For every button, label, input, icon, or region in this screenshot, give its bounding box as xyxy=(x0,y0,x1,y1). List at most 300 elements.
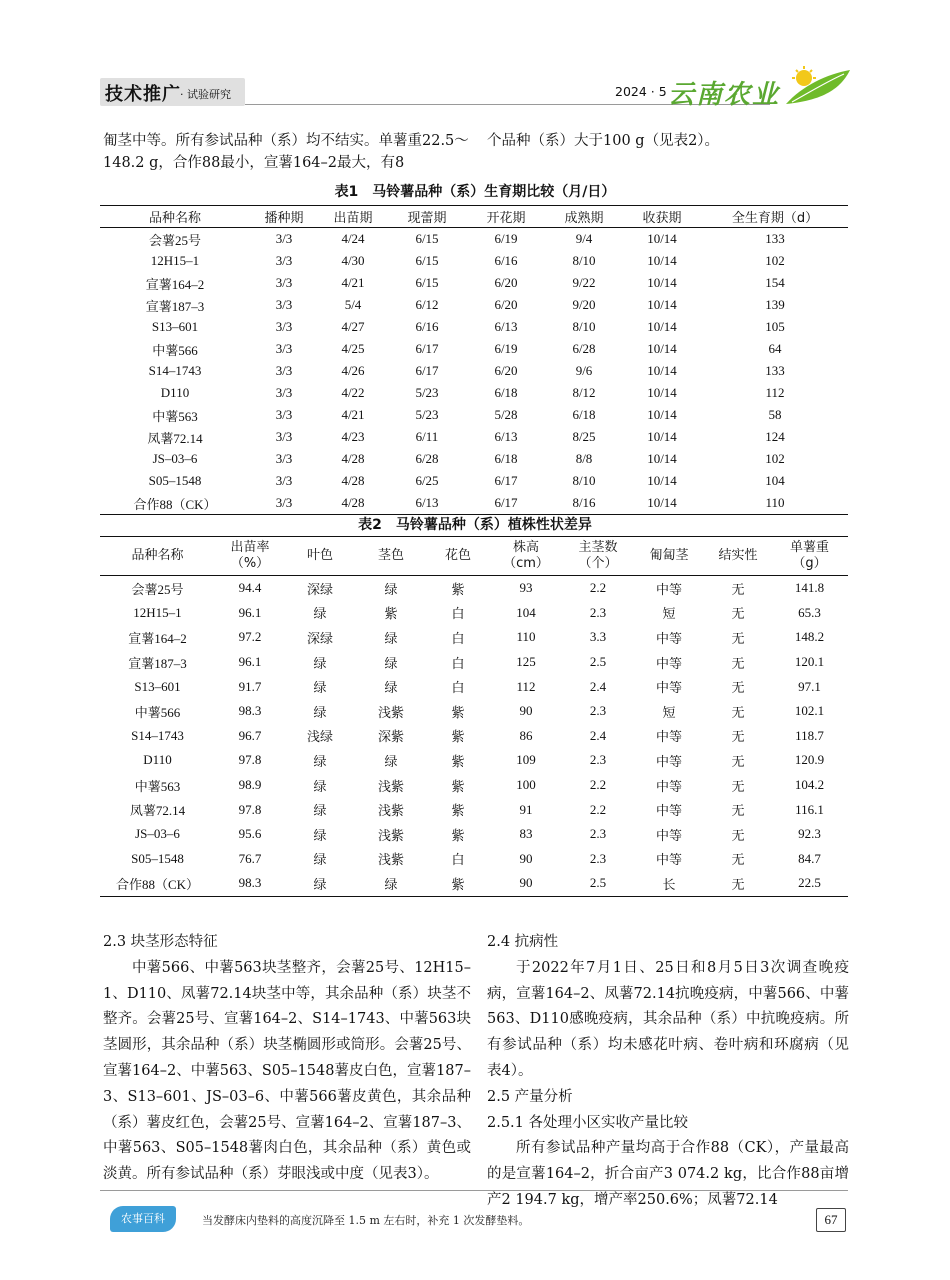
table1-cell: 4/28 xyxy=(341,451,365,466)
table1-cell: 6/15 xyxy=(415,231,439,246)
table1-cell: 6/11 xyxy=(415,429,439,444)
table2-cell: 110 xyxy=(516,629,536,645)
table1-cell: 10/14 xyxy=(647,297,677,312)
table1-cell: 合作88（CK） xyxy=(133,496,217,512)
table2-cell: 中等 xyxy=(655,630,682,646)
table-row xyxy=(100,748,848,773)
table2-cell: 98.9 xyxy=(238,777,262,793)
table1-cell: 58 xyxy=(768,407,782,422)
table2-cell: 97.8 xyxy=(238,801,262,817)
paragraph-yield: 所有参试品种产量均高于合作88（CK），产量最高的是宣薯164–2，折合亩产3 074.2 kg，比合作88亩增产2 194.7 kg，增产率250.6%；凤薯72.14 xyxy=(487,1140,849,1208)
table2-cell: 绿 xyxy=(313,803,327,819)
table1-cell: 8/12 xyxy=(572,385,596,400)
page-number: 67 xyxy=(816,1208,846,1232)
table-row xyxy=(100,448,848,470)
table2-cell: 84.7 xyxy=(798,850,821,866)
table2-cell: 无 xyxy=(731,827,745,843)
table2-header-line2: （cm） xyxy=(503,556,549,571)
table-row xyxy=(100,470,848,492)
table1-cell: 6/19 xyxy=(494,341,518,356)
table1-cell: 3/3 xyxy=(275,319,293,334)
table2-cell: 90 xyxy=(519,875,533,891)
table2-header-line2: （个） xyxy=(578,556,618,571)
table2-cell: 紫 xyxy=(451,827,465,843)
table2-cell: 紫 xyxy=(451,778,465,794)
table-row xyxy=(100,601,848,626)
table1-cell: 10/14 xyxy=(647,319,677,334)
table1-cell: 10/14 xyxy=(647,495,677,510)
section-heading-2-3: 2.3 块茎形态特征 xyxy=(103,934,218,950)
table2-cell: 92.3 xyxy=(798,826,821,842)
table-row xyxy=(100,625,848,650)
table2-header-line2: （%） xyxy=(230,556,270,571)
table2-cell: 绿 xyxy=(384,655,398,671)
table1-cell: 9/4 xyxy=(575,231,593,246)
table1-cell: 104 xyxy=(765,473,785,488)
table2-cell: 白 xyxy=(451,606,465,622)
table2-cell: 绿 xyxy=(313,852,327,868)
table2-cell: 2.3 xyxy=(589,752,607,768)
right-column xyxy=(487,930,849,1214)
table2-header-cell xyxy=(215,537,285,576)
table1-cell: 110 xyxy=(765,495,785,510)
table-row xyxy=(100,822,848,847)
table-row xyxy=(100,228,848,251)
journal-logo-text: 云南农业 xyxy=(668,80,781,110)
table1-cell: 133 xyxy=(765,363,785,378)
table1-cell: 10/14 xyxy=(647,429,677,444)
table2-cell: 中等 xyxy=(655,852,682,868)
table1-caption: 表1 马铃薯品种（系）生育期比较（月/日） xyxy=(334,184,616,200)
table1-cell: 6/12 xyxy=(415,297,439,312)
table2-cell: 无 xyxy=(731,680,745,696)
table1-cell: 6/20 xyxy=(494,275,518,290)
table2-cell: 无 xyxy=(731,581,745,597)
table2-cell: 97.2 xyxy=(238,629,262,645)
table2-header-cell xyxy=(285,537,355,576)
table1-cell: 6/18 xyxy=(494,385,518,400)
table2-cell: 2.5 xyxy=(589,654,607,670)
table2-cell: 2.3 xyxy=(589,703,607,719)
table2-cell: 中薯566 xyxy=(134,704,181,720)
table2-cell: 109 xyxy=(516,752,536,768)
table2-cell: 宣薯164–2 xyxy=(128,630,187,646)
table1-header-cell: 全生育期（d） xyxy=(702,206,848,228)
table2-cell: 无 xyxy=(731,803,745,819)
table1-cell: 6/19 xyxy=(494,231,518,246)
table2-cell: 96.7 xyxy=(238,727,262,743)
table1-cell: 6/13 xyxy=(494,429,518,444)
table1-cell: 3/3 xyxy=(275,297,293,312)
table2-cell: 绿 xyxy=(313,680,327,696)
table2-header-cell xyxy=(355,537,427,576)
table1-cell: 133 xyxy=(765,231,785,246)
table2-header-cell xyxy=(100,537,215,576)
table1-cell: 6/16 xyxy=(494,253,518,268)
table1-cell: 10/14 xyxy=(647,253,677,268)
table2-cell: 长 xyxy=(662,876,676,892)
table1-cell: 中薯566 xyxy=(152,342,198,358)
table1-cell: 139 xyxy=(765,297,785,312)
table2-cell: 90 xyxy=(519,850,533,866)
table1-cell: 10/14 xyxy=(647,407,677,422)
table1-cell: 8/10 xyxy=(572,253,596,268)
table2-cell: 绿 xyxy=(313,778,327,794)
table-row xyxy=(100,699,848,724)
table1-header-cell: 现蕾期 xyxy=(388,206,466,228)
table1-cell: 8/8 xyxy=(575,451,593,466)
table2-cell: 无 xyxy=(731,729,745,745)
table1-cell: 会薯25号 xyxy=(148,232,201,248)
table1-cell: 12H15–1 xyxy=(150,253,200,268)
table2-cell: 97.1 xyxy=(798,678,821,694)
section-heading-2-5-1: 2.5.1 各处理小区实收产量比较 xyxy=(487,1114,689,1131)
table1-cell: 8/10 xyxy=(572,319,596,334)
table2-cell: 宣薯187–3 xyxy=(128,655,187,671)
table2-cell: 中等 xyxy=(655,655,682,671)
table2-cell: 2.2 xyxy=(589,580,607,596)
table2-cell: 104 xyxy=(516,604,536,620)
table1-header-cell: 开花期 xyxy=(466,206,546,228)
table2-header-cell xyxy=(633,537,705,576)
table1-cell: 6/16 xyxy=(415,319,439,334)
table1-cell: 6/18 xyxy=(494,451,518,466)
table-row xyxy=(100,316,848,338)
table2-header-cell xyxy=(705,537,771,576)
table1-header-cell: 品种名称 xyxy=(100,206,250,228)
table2-cell: 91.7 xyxy=(238,678,262,694)
table2-cell: 白 xyxy=(451,630,465,646)
table1-cell: 4/21 xyxy=(341,407,365,422)
table2-cell: 浅紫 xyxy=(377,778,404,794)
table1-cell: 6/15 xyxy=(415,275,439,290)
table2-cell: 86 xyxy=(519,727,533,743)
table1-cell: 64 xyxy=(768,341,782,356)
table1-cell: 6/20 xyxy=(494,363,518,378)
table1-cell: 8/25 xyxy=(572,429,596,444)
table1-cell: 6/17 xyxy=(415,341,439,356)
table1-cell: 6/13 xyxy=(494,319,518,334)
table2-cell: 中等 xyxy=(655,753,682,769)
table1-cell: S13–601 xyxy=(151,319,199,334)
table2-cell: 浅紫 xyxy=(377,704,404,720)
table2-header-cell xyxy=(771,537,848,576)
table1-cell: 4/28 xyxy=(341,473,365,488)
table2-cell: JS–03–6 xyxy=(135,826,180,842)
section-heading-2-4: 2.4 抗病性 xyxy=(487,934,559,950)
table2-cell: 中等 xyxy=(655,680,682,696)
table1-cell: 6/15 xyxy=(415,253,439,268)
table2-cell: 无 xyxy=(731,630,745,646)
table1-cell: JS–03–6 xyxy=(152,451,198,466)
table2-cell: 94.4 xyxy=(238,580,262,596)
issue-label: 2024 · 5 xyxy=(615,84,667,99)
paragraph-tuber-shape: 中薯566、中薯563块茎整齐，会薯25号、12H15–1、D110、凤薯72.14块茎中等，其余品种（系）块茎不整齐。会薯25号、宣薯164–2、S14–1743、中薯563块茎圆形，其余品种（系）块茎椭圆形或筒形。会薯25号、宣薯164–2、中薯563、S05–1548薯皮白色，宣薯187–3、S13–601、JS–03–6、中薯566薯皮黄色，其余品种（系）薯皮红色，会薯25号、宣薯164–2、宣薯187–3、中薯563、S05–1548薯肉白色，其余品种（系）黄色或淡黄。所有参试品种（系）芽眼浅或中度（见表3）。 xyxy=(103,959,471,1183)
table2-header-line1: 花色 xyxy=(444,548,471,563)
table2-cell: 148.2 xyxy=(794,629,825,645)
table2-cell: 浅紫 xyxy=(377,852,404,868)
table2-cell: 短 xyxy=(662,704,676,720)
paragraph-disease: 于2022年7月1日、25日和8月5日3次调查晚疫病，宣薯164–2、凤薯72.14抗晚疫病，中薯566、中薯563、D110感晚疫病，其余品种（系）中抗晚疫病。所有参试品种（系）均未感花叶病、卷叶病和环腐病（见表4）。 xyxy=(487,959,849,1079)
table1-cell: 112 xyxy=(765,385,785,400)
table2-cell: 白 xyxy=(451,680,465,696)
table1-cell: 10/14 xyxy=(647,231,677,246)
table1-cell: S05–1548 xyxy=(148,473,202,488)
table2-cell: 2.3 xyxy=(589,826,607,842)
table2-cell: 93 xyxy=(519,580,533,596)
table2-cell: 绿 xyxy=(313,704,327,720)
table-row xyxy=(100,338,848,360)
table2-cell: 绿 xyxy=(313,876,327,892)
table2-cell: 合作88（CK） xyxy=(115,876,200,892)
table1-cell: 6/18 xyxy=(572,407,596,422)
table2-cell: 2.3 xyxy=(589,604,607,620)
table2-header-line1: 结实性 xyxy=(718,548,758,563)
table1-cell: 10/14 xyxy=(647,451,677,466)
table2-cell: 98.3 xyxy=(238,875,262,891)
table1-cell: 102 xyxy=(765,451,785,466)
table1-cell: 4/30 xyxy=(341,253,365,268)
table2-cell: 绿 xyxy=(384,680,398,696)
table1-cell: 3/3 xyxy=(275,473,293,488)
table2-header-line1: 品种名称 xyxy=(131,548,184,563)
table2-cell: 2.4 xyxy=(589,727,607,743)
table2-cell: 短 xyxy=(662,606,676,622)
table1-cell: 中薯563 xyxy=(152,408,198,424)
table1-cell: 4/24 xyxy=(341,231,365,246)
table1-cell: 9/20 xyxy=(572,297,596,312)
table-row xyxy=(100,294,848,316)
table2-cell: 无 xyxy=(731,704,745,720)
table1-header-cell: 收获期 xyxy=(622,206,702,228)
table2-cell: 22.5 xyxy=(798,875,821,891)
table2-cell: 紫 xyxy=(451,581,465,597)
table2-header-line2: （g） xyxy=(792,556,827,571)
table2-cell: 95.6 xyxy=(238,826,262,842)
table1-cell: 10/14 xyxy=(647,473,677,488)
table2-cell: 紫 xyxy=(384,606,398,622)
table1-cell: 9/6 xyxy=(575,363,593,378)
table2-cell: 会薯25号 xyxy=(131,581,184,597)
table1-cell: 10/14 xyxy=(647,275,677,290)
table2-cell: 紫 xyxy=(451,753,465,769)
table2-cell: 无 xyxy=(731,753,745,769)
table1-cell: 3/3 xyxy=(275,385,293,400)
table1-cell: 154 xyxy=(765,275,785,290)
table1-cell: 6/20 xyxy=(494,297,518,312)
table1-cell: 102 xyxy=(765,253,785,268)
table2-cell: 中等 xyxy=(655,581,682,597)
table-row xyxy=(100,426,848,448)
table2-cell: 绿 xyxy=(384,630,398,646)
table2-cell: 120.9 xyxy=(794,752,825,768)
leaf-sun-logo-icon xyxy=(782,66,852,106)
table1-cell: 9/22 xyxy=(572,275,596,290)
table1-cell: 3/3 xyxy=(275,451,293,466)
table1-cell: 10/14 xyxy=(647,341,677,356)
table1-cell: D110 xyxy=(160,385,190,400)
table2-cell: 浅绿 xyxy=(306,729,333,745)
table2-cell: 中等 xyxy=(655,803,682,819)
table2-cell: 白 xyxy=(451,852,465,868)
table2-cell: 104.2 xyxy=(794,777,825,793)
table1-cell: 3/3 xyxy=(275,231,293,246)
table2-caption: 表2 马铃薯品种（系）植株性状差异 xyxy=(358,517,592,533)
table-row xyxy=(100,650,848,675)
table1-cell: 105 xyxy=(765,319,785,334)
table2-cell: 绿 xyxy=(384,581,398,597)
table2-cell: 浅紫 xyxy=(377,803,404,819)
header-section-subtitle: · 试验研究 xyxy=(180,88,231,101)
table2-cell: 83 xyxy=(519,826,533,842)
table2-header-line1: 匍匐茎 xyxy=(649,548,689,563)
table1-cell: 4/25 xyxy=(341,341,365,356)
footer-badge: 农事百科 xyxy=(110,1206,176,1232)
table1-cell: S14–1743 xyxy=(148,363,202,378)
table2-cell: 绿 xyxy=(313,827,327,843)
table1-cell: 凤薯72.14 xyxy=(147,430,203,446)
table2-cell: 无 xyxy=(731,606,745,622)
table2-cell: 凤薯72.14 xyxy=(129,803,186,819)
table2-cell: 深紫 xyxy=(377,729,404,745)
table2-cell: 紫 xyxy=(451,729,465,745)
table2-cell: 90 xyxy=(519,703,533,719)
table1-cell: 3/3 xyxy=(275,275,293,290)
table1-cell: 4/21 xyxy=(341,275,365,290)
table1-cell: 6/17 xyxy=(494,473,518,488)
table2-cell: 76.7 xyxy=(238,850,262,866)
table2-cell: S05–1548 xyxy=(131,850,184,866)
table1 xyxy=(100,205,848,515)
table2-cell: S13–601 xyxy=(134,678,181,694)
table1-cell: 5/28 xyxy=(494,407,518,422)
table2-header-line1: 单薯重 xyxy=(789,540,829,555)
table2-header-cell xyxy=(427,537,489,576)
table-row xyxy=(100,576,848,601)
table1-cell: 6/13 xyxy=(415,495,439,510)
table1-cell: 10/14 xyxy=(647,363,677,378)
table1-cell: 4/22 xyxy=(341,385,365,400)
table2-header-line1: 主茎数 xyxy=(578,540,618,555)
table-row xyxy=(100,404,848,426)
table2-cell: 100 xyxy=(516,777,536,793)
table2-cell: 中等 xyxy=(655,729,682,745)
table2-header-line1: 出苗率 xyxy=(230,540,270,555)
table2-cell: 120.1 xyxy=(794,654,825,670)
table2-cell: 绿 xyxy=(384,753,398,769)
table2-cell: 绿 xyxy=(313,606,327,622)
intro-right-text: 个品种（系）大于100 g（见表2）。 xyxy=(487,133,720,149)
table2-header-line1: 叶色 xyxy=(306,548,333,563)
table2-cell: 118.7 xyxy=(795,727,824,743)
table2-cell: 125 xyxy=(516,654,536,670)
table1-cell: 4/27 xyxy=(341,319,365,334)
left-column xyxy=(103,930,471,1188)
table-row xyxy=(100,492,848,515)
table-row xyxy=(100,360,848,382)
table1-cell: 4/23 xyxy=(341,429,365,444)
table1-cell: 124 xyxy=(765,429,785,444)
header-section-title: 技术推广 xyxy=(105,84,181,105)
table2-cell: 无 xyxy=(731,876,745,892)
table2-cell: 12H15–1 xyxy=(133,604,182,620)
table2-cell: 91 xyxy=(519,801,533,817)
table2-cell: 3.3 xyxy=(589,629,607,645)
table2-cell: 白 xyxy=(451,655,465,671)
table2-cell: 102.1 xyxy=(794,703,825,719)
table2-cell: 深绿 xyxy=(306,630,333,646)
table1-cell: 4/26 xyxy=(341,363,365,378)
table1-cell: 5/23 xyxy=(415,407,439,422)
footer-rule xyxy=(100,1190,848,1191)
table2-cell: 96.1 xyxy=(238,654,262,670)
table1-cell: 8/16 xyxy=(572,495,596,510)
table2-header-cell xyxy=(563,537,633,576)
table2-cell: 深绿 xyxy=(306,581,333,597)
table1-cell: 6/17 xyxy=(415,363,439,378)
table2-header-line1: 株高 xyxy=(512,540,539,555)
table1-header-cell: 出苗期 xyxy=(318,206,388,228)
table-row xyxy=(100,797,848,822)
table2-cell: 2.5 xyxy=(589,875,607,891)
table2-cell: 2.2 xyxy=(589,801,607,817)
footer-tip: 当发酵床内垫料的高度沉降至 1.5 m 左右时，补充 1 次发酵垫料。 xyxy=(202,1214,530,1227)
table2-cell: 97.8 xyxy=(238,752,262,768)
table1-cell: 6/25 xyxy=(415,473,439,488)
table1-cell: 6/28 xyxy=(572,341,596,356)
table1-cell: 5/4 xyxy=(344,297,362,312)
table2-cell: 绿 xyxy=(384,876,398,892)
table1-cell: 5/23 xyxy=(415,385,439,400)
table2-cell: 无 xyxy=(731,852,745,868)
table2-cell: 紫 xyxy=(451,803,465,819)
table1-cell: 6/17 xyxy=(494,495,518,510)
table1-header-cell: 成熟期 xyxy=(546,206,622,228)
table2-cell: 2.2 xyxy=(589,777,607,793)
table1-cell: 10/14 xyxy=(647,385,677,400)
table1-cell: 3/3 xyxy=(275,429,293,444)
table2-cell: 中等 xyxy=(655,778,682,794)
table-row xyxy=(100,272,848,294)
table2-cell: 2.3 xyxy=(589,850,607,866)
table1-header-cell: 播种期 xyxy=(250,206,318,228)
table2-cell: 无 xyxy=(731,655,745,671)
table-row xyxy=(100,773,848,798)
table2-cell: 浅紫 xyxy=(377,827,404,843)
table2-cell: 绿 xyxy=(313,753,327,769)
table1-cell: 4/28 xyxy=(341,495,365,510)
table-row xyxy=(100,250,848,272)
table2-cell: S14–1743 xyxy=(131,727,184,743)
table1-cell: 宣薯164–2 xyxy=(145,276,205,292)
table-row xyxy=(100,724,848,749)
table1-cell: 3/3 xyxy=(275,341,293,356)
intro-left-text: 匍茎中等。所有参试品种（系）均不结实。单薯重22.5～148.2 g，合作88最小，宣薯164–2最大，有8 xyxy=(103,133,469,171)
table1-cell: 3/3 xyxy=(275,495,293,510)
table1-cell: 3/3 xyxy=(275,363,293,378)
table2-cell: 紫 xyxy=(451,876,465,892)
table1-cell: 3/3 xyxy=(275,407,293,422)
table1-cell: 8/10 xyxy=(572,473,596,488)
table2-cell: 2.4 xyxy=(589,678,607,694)
table-row xyxy=(100,674,848,699)
table2-cell: 中等 xyxy=(655,827,682,843)
table2-cell: 112 xyxy=(516,678,536,694)
table2-cell: 无 xyxy=(731,778,745,794)
table1-cell: 3/3 xyxy=(275,253,293,268)
table2-header-line1: 茎色 xyxy=(377,548,404,563)
table2-header-cell xyxy=(489,537,563,576)
